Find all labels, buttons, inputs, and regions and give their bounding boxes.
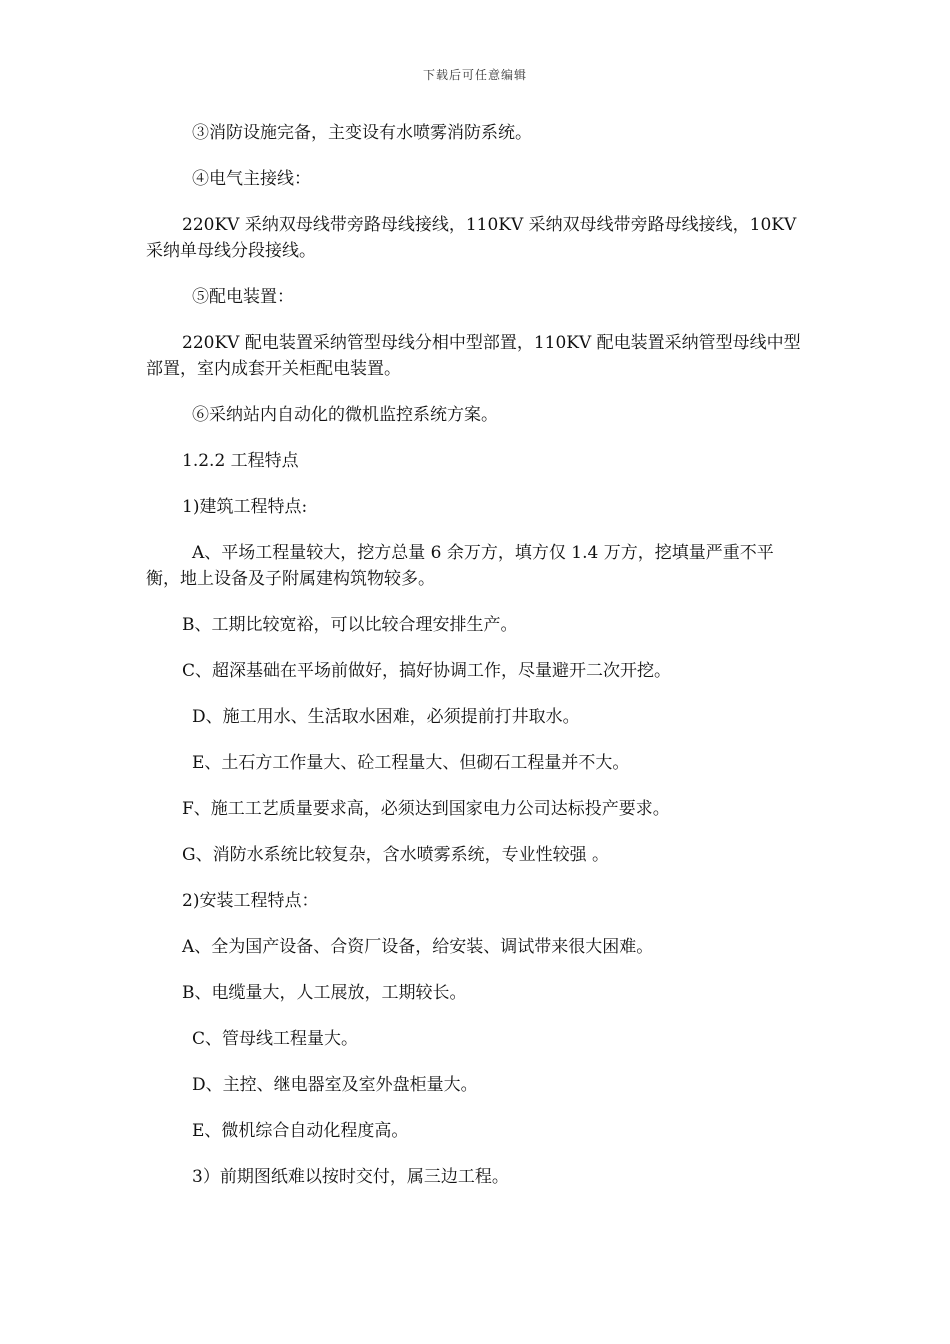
paragraph-distribution: 220KV 配电装置采纳管型母线分相中型部置，110KV 配电装置采纳管型母线中型部置，室内成套开关柜配电装置。 <box>146 333 801 379</box>
section-heading-project-features: 1.2.2 工程特点 <box>182 451 299 471</box>
list-item-construction-b: B、工期比较宽裕，可以比较合理安排生产。 <box>182 615 518 635</box>
list-item-construction-e: E、土石方工作量大、砼工程量大、但砌石工程量并不大。 <box>192 753 630 773</box>
list-item-installation-b: B、电缆量大，人工展放，工期较长。 <box>182 983 467 1003</box>
paragraph-drawings-delivery: 3）前期图纸难以按时交付，属三边工程。 <box>192 1167 509 1187</box>
paragraph-monitoring-system: ⑥采纳站内自动化的微机监控系统方案。 <box>192 405 498 425</box>
paragraph-main-wiring-heading: ④电气主接线： <box>192 169 311 189</box>
list-item-installation-d: D、主控、继电器室及室外盘柜量大。 <box>192 1075 478 1095</box>
paragraph-main-wiring: 220KV 采纳双母线带旁路母线接线，110KV 采纳双母线带旁路母线接线，10KV 采纳单母线分段接线。 <box>146 215 797 261</box>
list-item-construction-g: G、消防水系统比较复杂，含水喷雾系统，专业性较强 。 <box>182 845 609 865</box>
list-item-installation-c: C、管母线工程量大。 <box>192 1029 359 1049</box>
list-item-construction-f: F、施工工艺质量要求高，必须达到国家电力公司达标投产要求。 <box>182 799 670 819</box>
list-item-construction-a: A、平场工程量较大，挖方总量 6 余万方，填方仅 1.4 万方，挖填量严重不平衡，地上设备及子附属建构筑物较多。 <box>146 543 774 589</box>
list-item-construction-d: D、施工用水、生活取水困难，必须提前打井取水。 <box>192 707 580 727</box>
list-item-construction-c: C、超深基础在平场前做好，搞好协调工作，尽量避开二次开挖。 <box>182 661 672 681</box>
paragraph-distribution-heading: ⑤配电装置： <box>192 287 294 307</box>
subheading-construction-features: 1)建筑工程特点: <box>182 497 308 517</box>
subheading-installation-features: 2)安装工程特点： <box>182 891 319 911</box>
page-header: 下载后可任意编辑 <box>422 68 527 82</box>
document-body <box>146 120 806 1190</box>
paragraph-fire-facilities: ③消防设施完备，主变设有水喷雾消防系统。 <box>192 123 532 143</box>
list-item-installation-e: E、微机综合自动化程度高。 <box>192 1121 409 1141</box>
list-item-installation-a: A、全为国产设备、合资厂设备，给安装、调试带来很大困难。 <box>182 937 654 957</box>
